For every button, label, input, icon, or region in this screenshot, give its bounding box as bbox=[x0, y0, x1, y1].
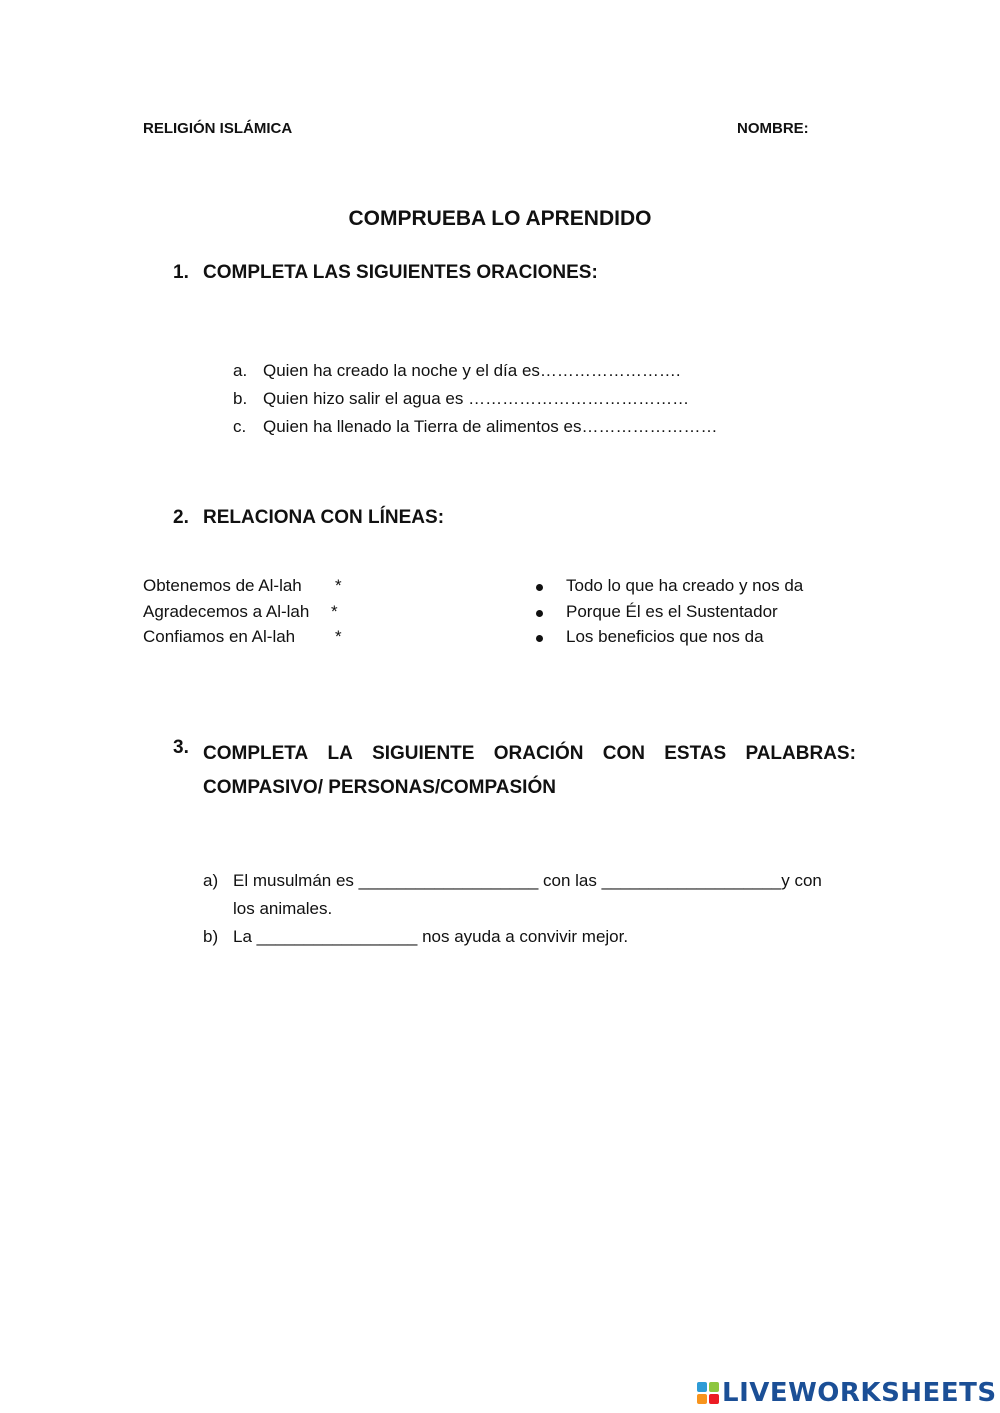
section3-number: 3. bbox=[173, 737, 189, 758]
bullet-icon[interactable] bbox=[536, 610, 543, 617]
match-anchor-asterisk[interactable]: * bbox=[331, 602, 338, 621]
liveworksheets-logo bbox=[697, 1378, 997, 1408]
heading-word: COMPLETA bbox=[203, 743, 309, 764]
heading-word: PALABRAS: bbox=[745, 743, 856, 764]
sentence-item-b bbox=[0, 385, 1000, 413]
word-bank: COMPASIVO/ PERSONAS/COMPASIÓN bbox=[203, 777, 556, 798]
item-label: a. bbox=[233, 361, 248, 380]
section1-number: 1. bbox=[173, 262, 189, 283]
item-text: Quien hizo salir el agua es ………………………………… bbox=[263, 389, 690, 408]
item-text: Quien ha llenado la Tierra de alimentos es…………………… bbox=[263, 417, 718, 436]
match-anchor-asterisk[interactable]: * bbox=[335, 627, 342, 646]
match-left-item: Confiamos en Al-lah bbox=[143, 627, 296, 646]
page-title: COMPRUEBA LO APRENDIDO bbox=[348, 207, 652, 230]
liveworksheets-mark-icon bbox=[697, 1382, 719, 1404]
item-label: c. bbox=[233, 417, 247, 436]
fill-sentence-a-cont: los animales. bbox=[233, 899, 333, 918]
fill-item-label: a) bbox=[203, 871, 219, 890]
section1-title: COMPLETA LAS SIGUIENTES ORACIONES: bbox=[203, 262, 598, 283]
section3-title bbox=[203, 737, 856, 805]
item-text: Quien ha creado la noche y el día es……………………. bbox=[263, 361, 681, 380]
heading-word: CON bbox=[602, 743, 645, 764]
heading-word: SIGUIENTE bbox=[372, 743, 475, 764]
subject-label: RELIGIÓN ISLÁMICA bbox=[143, 120, 293, 137]
logo-text: LIVEWORKSHEETS bbox=[722, 1378, 997, 1408]
match-right-item: Todo lo que ha creado y nos da bbox=[566, 576, 804, 595]
fill-sentence-a[interactable]: El musulmán es ___________________ con las ___________________y con bbox=[233, 871, 822, 890]
name-label: NOMBRE: bbox=[737, 120, 809, 137]
mark-square bbox=[709, 1382, 719, 1392]
match-right-item: Los beneficios que nos da bbox=[566, 627, 764, 646]
section2-title: RELACIONA CON LÍNEAS: bbox=[203, 507, 445, 528]
bullet-icon[interactable] bbox=[536, 584, 543, 591]
heading-word: LA bbox=[327, 743, 353, 764]
sentence-item-c bbox=[0, 413, 1000, 441]
mark-square bbox=[697, 1382, 707, 1392]
section2-heading bbox=[0, 507, 1000, 533]
fill-item-label: b) bbox=[203, 927, 219, 946]
section2-number: 2. bbox=[173, 507, 189, 528]
mark-square bbox=[697, 1394, 707, 1404]
sentence-item-a bbox=[0, 357, 1000, 385]
item-label: b. bbox=[233, 389, 248, 408]
mark-square bbox=[709, 1394, 719, 1404]
match-left-item: Agradecemos a Al-lah bbox=[143, 602, 310, 621]
fill-sentence-b[interactable]: La _________________ nos ayuda a convivir mejor. bbox=[233, 927, 629, 946]
match-anchor-asterisk[interactable]: * bbox=[335, 576, 342, 595]
match-right-item: Porque Él es el Sustentador bbox=[566, 602, 778, 621]
match-left-item: Obtenemos de Al-lah bbox=[143, 576, 302, 595]
section1-heading bbox=[0, 262, 1000, 288]
heading-word: ESTAS bbox=[664, 743, 727, 764]
bullet-icon[interactable] bbox=[536, 635, 543, 642]
heading-word: ORACIÓN bbox=[493, 743, 584, 764]
